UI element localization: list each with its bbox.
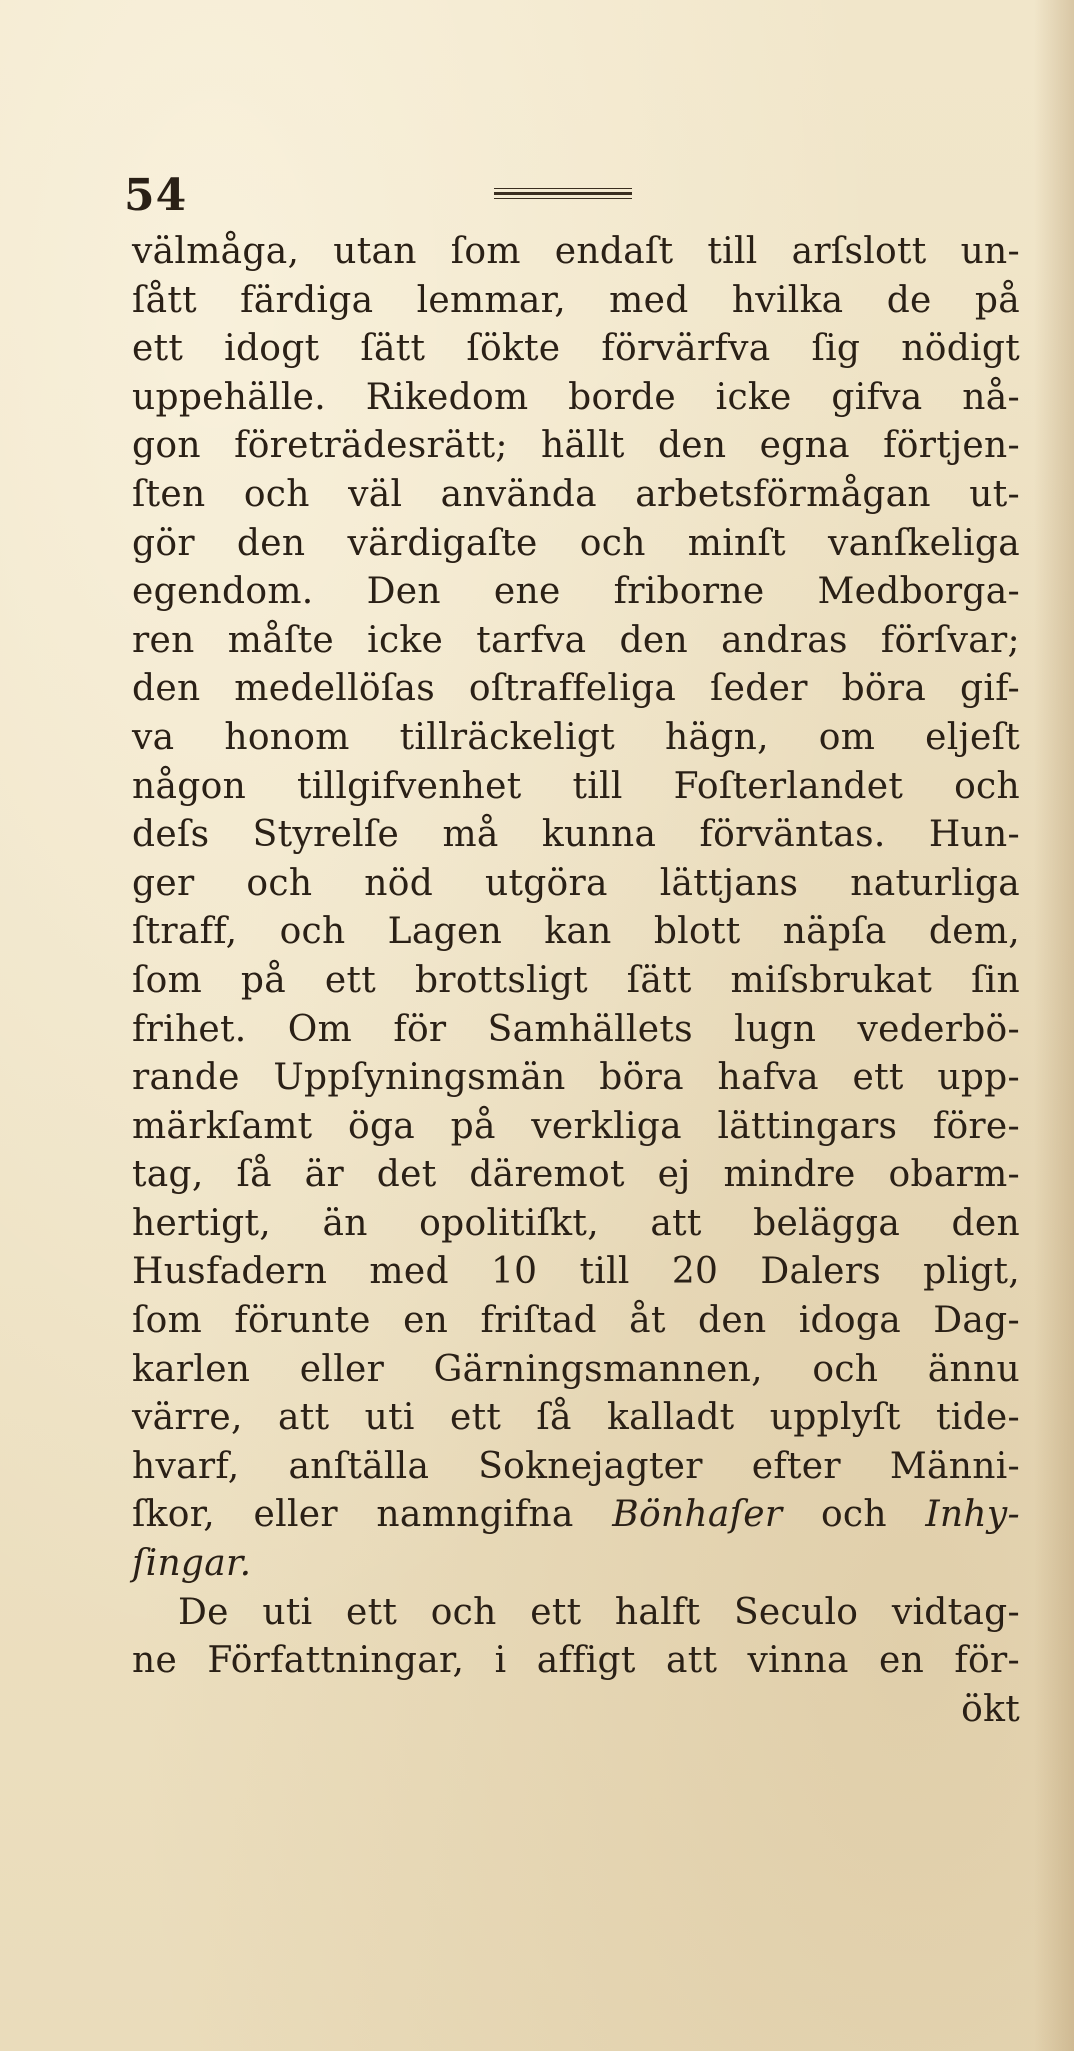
text-line: ſten och väl använda arbetsförmågan ut- [132, 473, 1020, 515]
text-line: karlen eller Gärningsmannen, och ännu [132, 1348, 1020, 1390]
text-line: va honom tillräckeligt hägn, om eljeſt [132, 716, 1020, 758]
text-line: gör den värdigaſte och minſt vanſkeliga [132, 522, 1020, 564]
text-line: deſs Styrelſe må kunna förväntas. Hun- [132, 814, 1020, 856]
text-line: ger och nöd utgöra lättjans naturliga [132, 862, 1020, 904]
text-line: ett idogt ſätt ſökte förvärfva ſig nödigt [132, 328, 1020, 370]
text-line: Husfadern med 10 till 20 Dalers pligt, [132, 1251, 1020, 1293]
text-line-paragraph-start: De uti ett och ett halft Seculo vidtag- [178, 1591, 1020, 1633]
text-line-mixed [132, 1491, 1020, 1540]
text-line: värre, att uti ett ſå kalladt upplyſt tide- [132, 1397, 1020, 1439]
text-line: uppehälle. Rikedom borde icke gifva nå- [132, 376, 1020, 418]
header-ornament-rule [494, 188, 632, 202]
catchword: ökt [961, 1688, 1020, 1730]
text-line: rande Uppſyningsmän böra hafva ett upp- [132, 1057, 1020, 1099]
text-line: hvarf, anſtälla Soknejagter efter Männi- [132, 1445, 1020, 1487]
text-line: någon tillgifvenhet till Foſterlandet och [132, 765, 1020, 807]
text-line: ſått färdiga lemmar, med hvilka de på [132, 279, 1020, 321]
page-edge-shadow [1034, 0, 1074, 2051]
text-line-paragraph-end [132, 1540, 1020, 1589]
text-line: egendom. Den ene friborne Medborga- [132, 571, 1020, 613]
text-line: tag, ſå är det däremot ej mindre obarm- [132, 1154, 1020, 1196]
italic-term-bonhaser: Bönhaſer [612, 1494, 783, 1536]
text-line: ſom förunte en friſtad åt den idoga Dag- [132, 1300, 1020, 1342]
text-line: märkſamt öga på verkliga lättingars före- [132, 1105, 1020, 1147]
text-line: gon företrädesrätt; hällt den egna förtjen- [132, 425, 1020, 467]
text-line: ſtraff, och Lagen kan blott näpſa dem, [132, 911, 1020, 953]
text-segment: ſkor, eller namngifna [132, 1494, 574, 1536]
italic-term-inhy: Inhy- [925, 1494, 1020, 1536]
page-number: 54 [124, 170, 188, 221]
body-text [132, 228, 1020, 1828]
text-line: välmåga, utan ſom endaſt till arſslott un- [132, 231, 1020, 272]
text-line: ren måſte icke tarfva den andras förſvar; [132, 619, 1020, 661]
text-line: den medellöſas oſtraffeliga ſeder böra gif- [132, 668, 1020, 710]
text-line: ne Författningar, i affigt att vinna en för- [132, 1640, 1020, 1682]
text-line: frihet. Om för Samhällets lugn vederbö- [132, 1008, 1020, 1050]
text-line: ſom på ett brottsligt ſätt miſsbrukat ſin [132, 959, 1020, 1001]
italic-term-singar: ſingar. [132, 1543, 252, 1585]
text-line: hertigt, än opolitiſkt, att belägga den [132, 1202, 1020, 1244]
text-segment: och [820, 1494, 887, 1536]
